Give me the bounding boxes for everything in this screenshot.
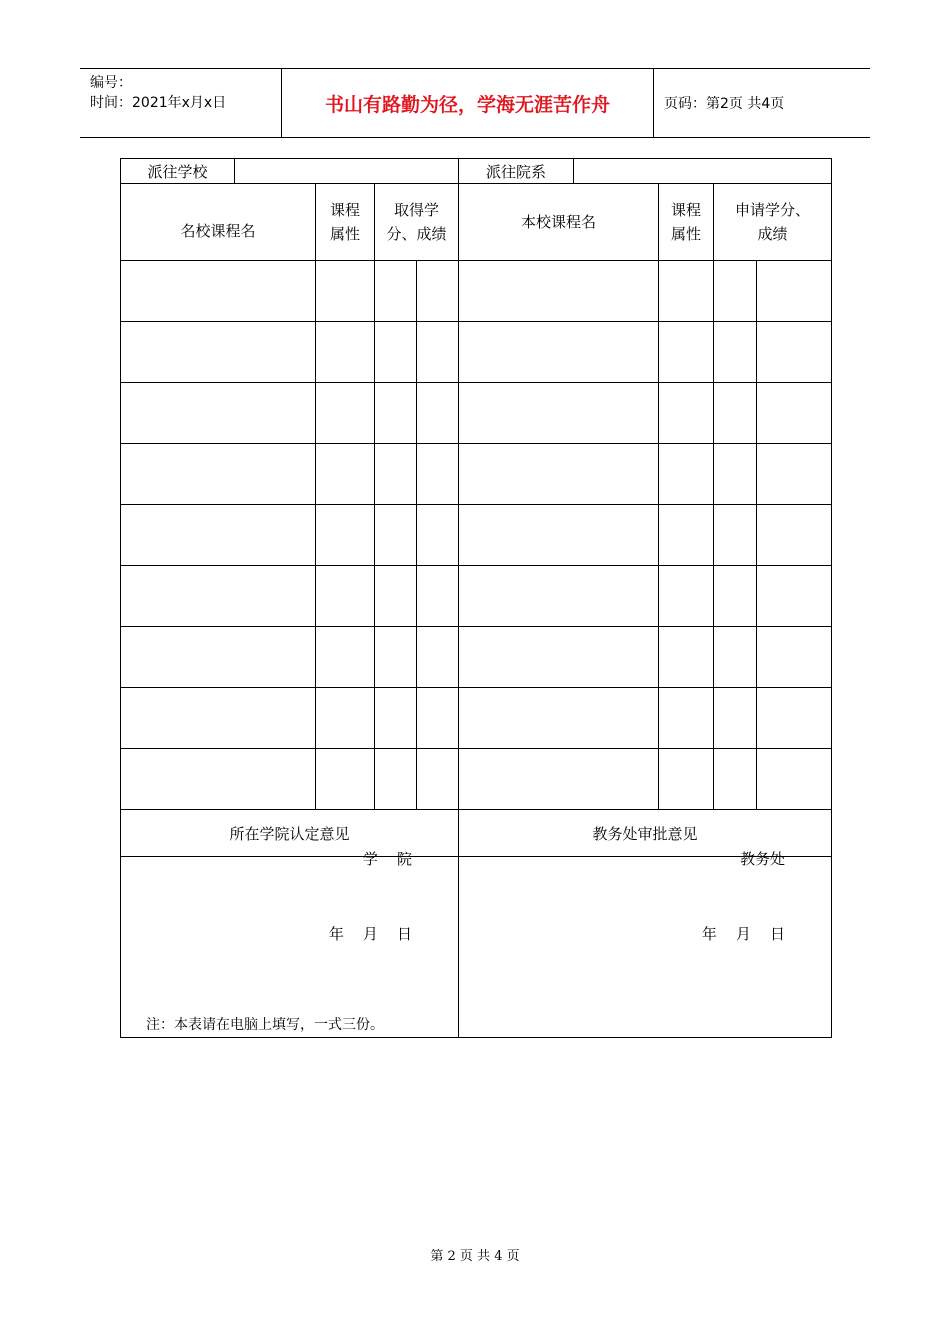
local-attr-cell[interactable]	[659, 322, 714, 383]
college-date: 年 月 日	[328, 925, 412, 943]
dispatch-school-label: 派往学校	[121, 159, 235, 184]
motto: 书山有路勤为径，学海无涯苦作舟	[324, 93, 610, 116]
dispatch-row	[121, 159, 832, 184]
col-local-course: 本校课程名	[459, 184, 659, 261]
col-apply-line1: 申请学分、	[734, 201, 810, 219]
famous-course-cell[interactable]	[121, 383, 316, 444]
col-credit-line1: 取得学	[393, 201, 439, 219]
college-sign-block	[329, 797, 412, 997]
local-attr-cell[interactable]	[659, 688, 714, 749]
college-opinion-field[interactable]	[121, 850, 459, 1038]
local-attr-cell[interactable]	[659, 383, 714, 444]
apply-cell-a[interactable]	[714, 322, 757, 383]
header-left	[90, 73, 226, 113]
apply-cell-a[interactable]	[714, 505, 757, 566]
apply-cell-a[interactable]	[714, 627, 757, 688]
apply-cell-a[interactable]	[714, 444, 757, 505]
local-course-cell[interactable]	[459, 566, 659, 627]
table-row	[121, 505, 832, 566]
col-course-attr-line2: 属性	[329, 225, 360, 243]
credit-cell-a[interactable]	[375, 444, 417, 505]
apply-cell-b[interactable]	[757, 627, 832, 688]
date-line: 时间：2021年x月x日	[90, 95, 227, 111]
dispatch-dept-field[interactable]	[574, 159, 832, 184]
page-footer: 第 2 页 共 4 页	[430, 1249, 520, 1264]
credit-cell-b[interactable]	[417, 322, 459, 383]
office-opinion-label: 教务处审批意见	[459, 810, 832, 857]
credit-cell-a[interactable]	[375, 627, 417, 688]
course-attr-cell[interactable]	[316, 444, 375, 505]
table-row	[121, 322, 832, 383]
office-date: 年 月 日	[701, 925, 785, 943]
local-attr-cell[interactable]	[659, 261, 714, 322]
local-course-cell[interactable]	[459, 505, 659, 566]
number-label: 编号：	[90, 75, 132, 91]
credit-cell-b[interactable]	[417, 688, 459, 749]
page-info: 页码：第2页 共4页	[664, 96, 785, 112]
apply-cell-a[interactable]	[714, 566, 757, 627]
data-rows	[121, 261, 832, 810]
famous-course-cell[interactable]	[121, 444, 316, 505]
credit-cell-b[interactable]	[417, 505, 459, 566]
local-course-cell[interactable]	[459, 688, 659, 749]
table-row	[121, 383, 832, 444]
college-sign: 学 院	[362, 850, 412, 868]
local-attr-cell[interactable]	[659, 444, 714, 505]
office-opinion-field[interactable]	[459, 850, 832, 1038]
col-famous-course: 名校课程名	[121, 184, 316, 261]
local-course-cell[interactable]	[459, 383, 659, 444]
apply-cell-b[interactable]	[757, 688, 832, 749]
col-apply	[714, 184, 832, 261]
apply-cell-b[interactable]	[757, 322, 832, 383]
course-attr-cell[interactable]	[316, 627, 375, 688]
credit-cell-a[interactable]	[375, 688, 417, 749]
course-attr-cell[interactable]	[316, 566, 375, 627]
credit-cell-b[interactable]	[417, 749, 459, 810]
course-credit-form	[120, 158, 832, 1038]
famous-course-cell[interactable]	[121, 322, 316, 383]
local-course-cell[interactable]	[459, 444, 659, 505]
famous-course-cell[interactable]	[121, 505, 316, 566]
col-credit-line2: 分、成绩	[386, 225, 447, 243]
course-attr-cell[interactable]	[316, 505, 375, 566]
famous-course-cell[interactable]	[121, 749, 316, 810]
local-attr-cell[interactable]	[659, 566, 714, 627]
table-row	[121, 444, 832, 505]
course-attr-cell[interactable]	[316, 688, 375, 749]
credit-cell-b[interactable]	[417, 261, 459, 322]
credit-cell-b[interactable]	[417, 566, 459, 627]
credit-cell-b[interactable]	[417, 383, 459, 444]
famous-course-cell[interactable]	[121, 261, 316, 322]
office-sign: 教务处	[739, 850, 785, 868]
local-course-cell[interactable]	[459, 261, 659, 322]
col-course-attr-line1: 课程	[329, 201, 360, 219]
signature-row	[121, 857, 832, 1038]
apply-cell-b[interactable]	[757, 444, 832, 505]
credit-cell-a[interactable]	[375, 383, 417, 444]
table-row	[121, 261, 832, 322]
credit-cell-b[interactable]	[417, 444, 459, 505]
apply-cell-a[interactable]	[714, 383, 757, 444]
local-course-cell[interactable]	[459, 749, 659, 810]
table-row	[121, 566, 832, 627]
col-course-attr	[316, 184, 375, 261]
famous-course-cell[interactable]	[121, 566, 316, 627]
apply-cell-b[interactable]	[757, 383, 832, 444]
credit-cell-a[interactable]	[375, 261, 417, 322]
apply-cell-a[interactable]	[714, 688, 757, 749]
local-attr-cell[interactable]	[659, 627, 714, 688]
col-credit	[375, 184, 459, 261]
header-row	[121, 184, 832, 261]
dispatch-school-field[interactable]	[235, 159, 459, 184]
apply-cell-a[interactable]	[714, 261, 757, 322]
college-opinion-label: 所在学院认定意见	[121, 810, 459, 857]
course-attr-cell[interactable]	[316, 383, 375, 444]
famous-course-cell[interactable]	[121, 688, 316, 749]
table-row	[121, 627, 832, 688]
credit-cell-a[interactable]	[375, 322, 417, 383]
local-course-cell[interactable]	[459, 627, 659, 688]
apply-cell-b[interactable]	[757, 566, 832, 627]
header-divider	[653, 69, 654, 137]
famous-course-cell[interactable]	[121, 627, 316, 688]
form-note: 注：本表请在电脑上填写，一式三份。	[146, 1017, 384, 1033]
table-row	[121, 688, 832, 749]
col-local-attr-line2: 属性	[670, 225, 701, 243]
course-attr-cell[interactable]	[316, 261, 375, 322]
apply-cell-b[interactable]	[757, 261, 832, 322]
dispatch-dept-label: 派往院系	[459, 159, 574, 184]
local-attr-cell[interactable]	[659, 505, 714, 566]
col-local-attr	[659, 184, 714, 261]
credit-cell-b[interactable]	[417, 627, 459, 688]
credit-cell-a[interactable]	[375, 566, 417, 627]
course-attr-cell[interactable]	[316, 322, 375, 383]
credit-cell-a[interactable]	[375, 505, 417, 566]
col-apply-line2: 成绩	[757, 225, 788, 243]
col-local-attr-line1: 课程	[670, 201, 701, 219]
document-header	[80, 68, 870, 138]
office-sign-block	[702, 797, 785, 997]
apply-cell-b[interactable]	[757, 505, 832, 566]
local-course-cell[interactable]	[459, 322, 659, 383]
